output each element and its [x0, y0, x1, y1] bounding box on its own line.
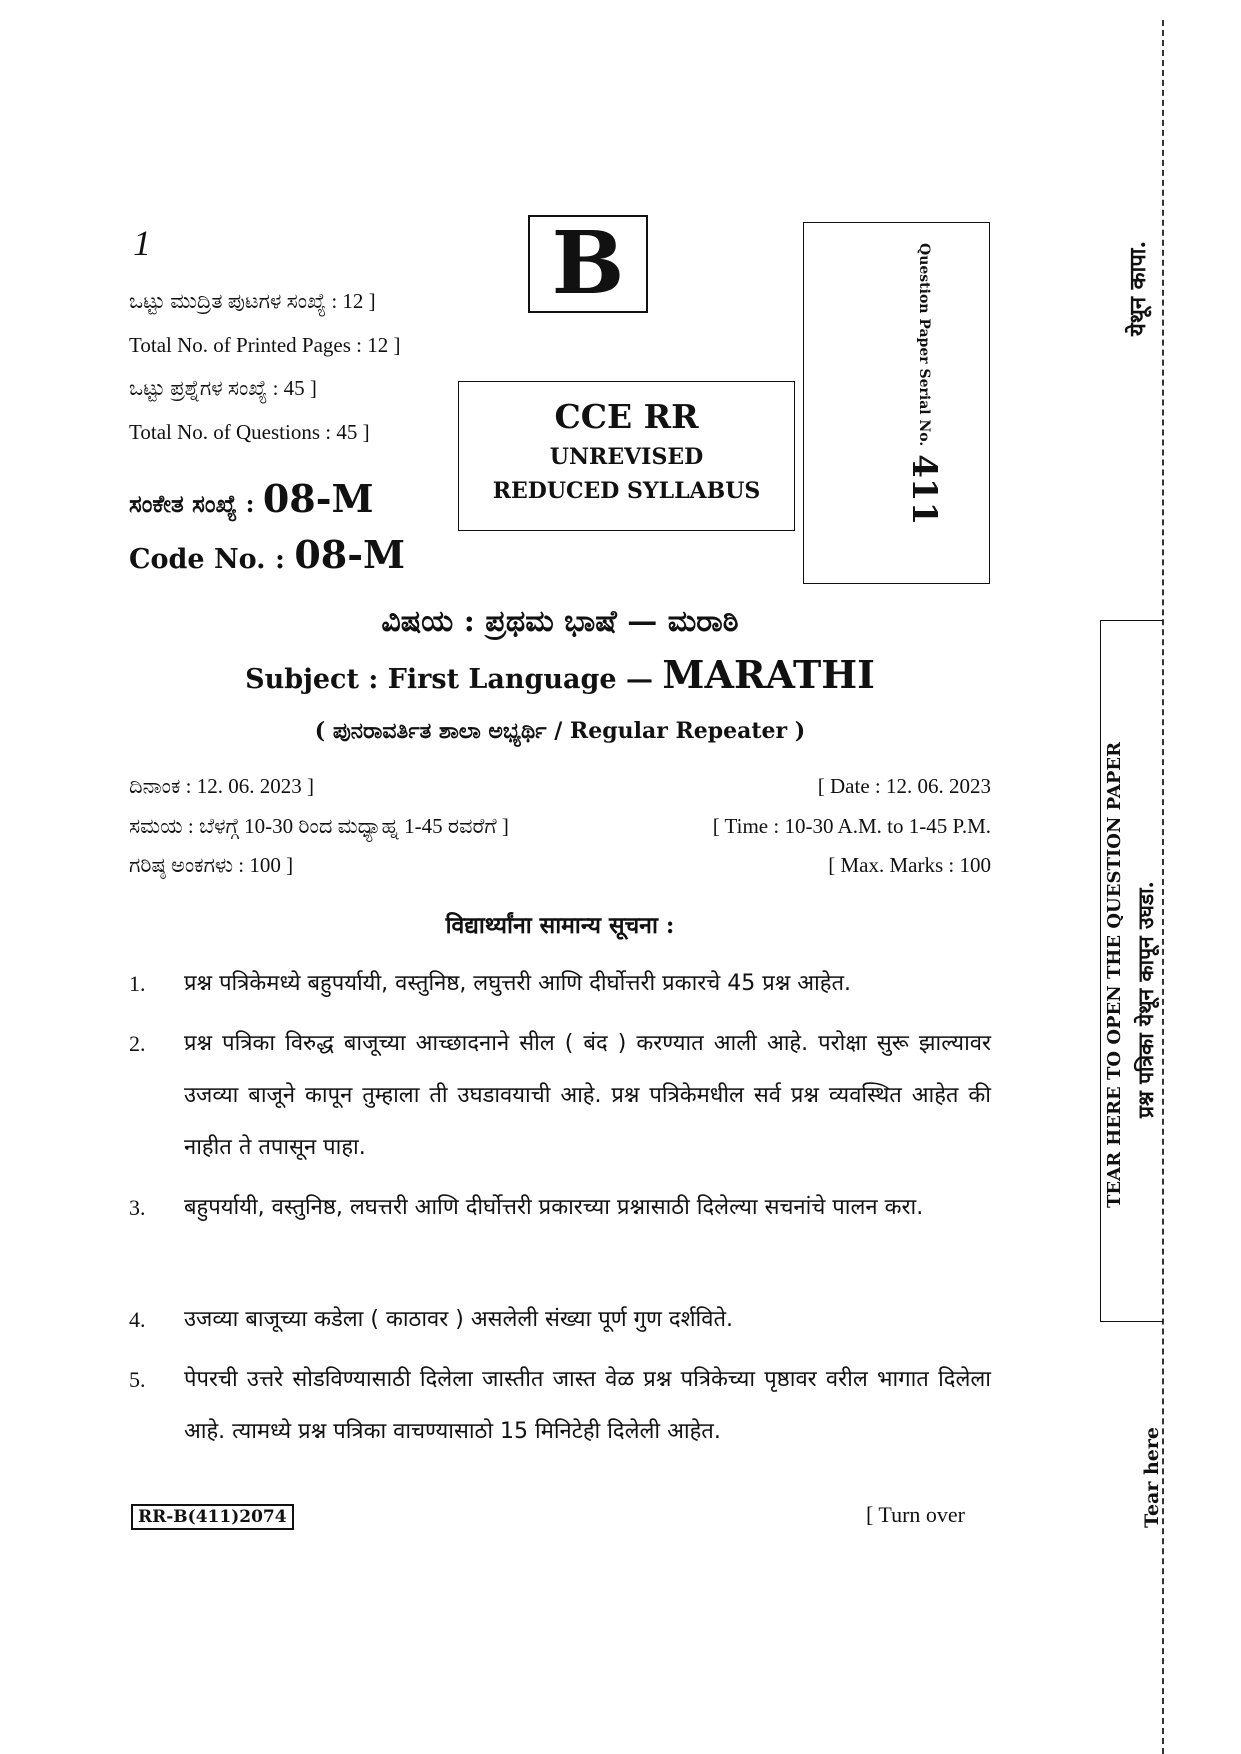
tear-here-english: TEAR HERE TO OPEN THE QUESTION PAPER — [1104, 741, 1125, 1208]
date-row — [129, 774, 991, 799]
instruction-text: उजव्या बाजूच्या कडेला ( काठावर ) असलेली संख्या पूर्ण गुण दर्शविते. — [184, 1307, 734, 1332]
instruction-text: प्रश्न पत्रिकेमध्ये बहुपर्यायी, वस्तुनिष्ठ, लघुत्तरी आणि दीर्घोत्तरी प्रकारचे 45 प्रश्न आहेत. — [184, 971, 851, 996]
turn-over: [ Turn over — [866, 1502, 966, 1527]
code-kannada-label: ಸಂಕೇತ ಸಂಖ್ಯೆ : — [129, 489, 263, 518]
printed-pages-kannada: ಒಟ್ಟು ಮುದ್ರಿತ ಪುಟಗಳ ಸಂಖ್ಯೆ : 12 ] — [129, 289, 376, 313]
instruction-number: 1. — [129, 971, 146, 996]
total-questions-kannada: ಒಟ್ಟು ಪ್ರಶ್ನೆಗಳ ಸಂಖ್ಯೆ : 45 ] — [129, 376, 317, 400]
code-english-value: 08-M — [294, 532, 406, 577]
serial-number-box — [803, 222, 990, 584]
code-number-english — [129, 532, 405, 577]
serial-number: 411 — [904, 454, 944, 526]
code-number-kannada — [129, 476, 374, 521]
subject-prefix: Subject : First Language — — [245, 664, 663, 695]
date-english: [ Date : 12. 06. 2023 — [817, 774, 991, 798]
cut-here-marathi: येथून कापा. — [1125, 240, 1151, 336]
instruction-text: बहुपर्यायी, वस्तुनिष्ठ, लघत्तरी आणि दीर्घोत्तरी प्रकारच्या प्रश्नासाठी दिलेल्या सचनांचे पालन करा. — [184, 1195, 924, 1220]
serial-rotated — [904, 243, 944, 525]
exam-type-box — [458, 381, 795, 531]
serial-label: Question Paper Serial No. — [916, 243, 932, 447]
subject-kannada: ವಿಷಯ : ಪ್ರಥಮ ಭಾಷೆ — ಮರಾಠಿ — [381, 604, 739, 639]
date-kannada: ದಿನಾಂಕ : 12. 06. 2023 ] — [129, 774, 314, 798]
page-number: 1 — [133, 223, 151, 263]
marks-english: [ Max. Marks : 100 — [828, 853, 991, 877]
version-letter-box: B — [528, 215, 648, 313]
subject-name: MARATHI — [662, 652, 875, 697]
subject-english — [129, 652, 991, 697]
instruction-number: 3. — [129, 1195, 146, 1220]
exam-type-line1: CCE RR — [554, 397, 699, 436]
code-english-label: Code No. : — [129, 544, 295, 575]
printed-pages-english: Total No. of Printed Pages : 12 ] — [129, 333, 401, 357]
code-kannada-value: 08-M — [262, 476, 374, 521]
instructions-heading: विद्यार्थ्यांना सामान्य सूचना : — [445, 912, 675, 939]
exam-type-line2: UNREVISED — [549, 444, 704, 470]
total-questions-english: Total No. of Questions : 45 ] — [129, 420, 370, 444]
paper-code: RR-B(411)2074 — [131, 1504, 294, 1530]
time-english: [ Time : 10-30 A.M. to 1-45 P.M. — [712, 814, 991, 838]
instruction-text: पेपरची उत्तरे सोडविण्यासाठी दिलेला जास्तीत जास्त वेळ प्रश्न पत्रिकेच्या पृष्ठावर वरील भागात दिलेला आहे. त्यामध्ये प्रश्न पत्रिका वाचण्यासाठो 15 मिनिटेही दिलेली आहेत. — [184, 1367, 991, 1444]
instruction-number: 2. — [129, 1031, 146, 1056]
tear-here-label[interactable]: Tear here — [1141, 1427, 1163, 1528]
marks-kannada: ಗರಿಷ್ಠ ಅಂಕಗಳು : 100 ] — [129, 853, 294, 877]
time-kannada: ಸಮಯ : ಬೆಳಗ್ಗೆ 10-30 ರಿಂದ ಮಧ್ಯಾಹ್ನ 1-45 ರವರೆಗೆ ] — [129, 814, 509, 838]
time-row — [129, 814, 991, 839]
candidate-type: ( ಪುನರಾವರ್ತಿತ ಶಾಲಾ ಅಭ್ಯರ್ಥಿ / Regular Repeater ) — [314, 718, 806, 744]
instruction-number: 4. — [129, 1307, 146, 1332]
instruction-text: प्रश्न पत्रिका विरुद्ध बाजूच्या आच्छादनाने सील ( बंद ) करण्यात आली आहे. परोक्षा सुरू झाल्यावर उजव्या बाजूने कापून तुम्हाला ती उघडावयाची आहे. प्रश्न पत्रिकेमधील सर्व प्रश्न व्यवस्थित आहेत की नाहीत ते तपासून पाहा. — [184, 1031, 991, 1160]
tear-here-marathi: प्रश्न पत्रिका येथून कापून उघडा. — [1133, 881, 1158, 1118]
exam-type-line3: REDUCED SYLLABUS — [492, 478, 761, 504]
instruction-number: 5. — [129, 1367, 146, 1392]
marks-row — [129, 853, 991, 878]
